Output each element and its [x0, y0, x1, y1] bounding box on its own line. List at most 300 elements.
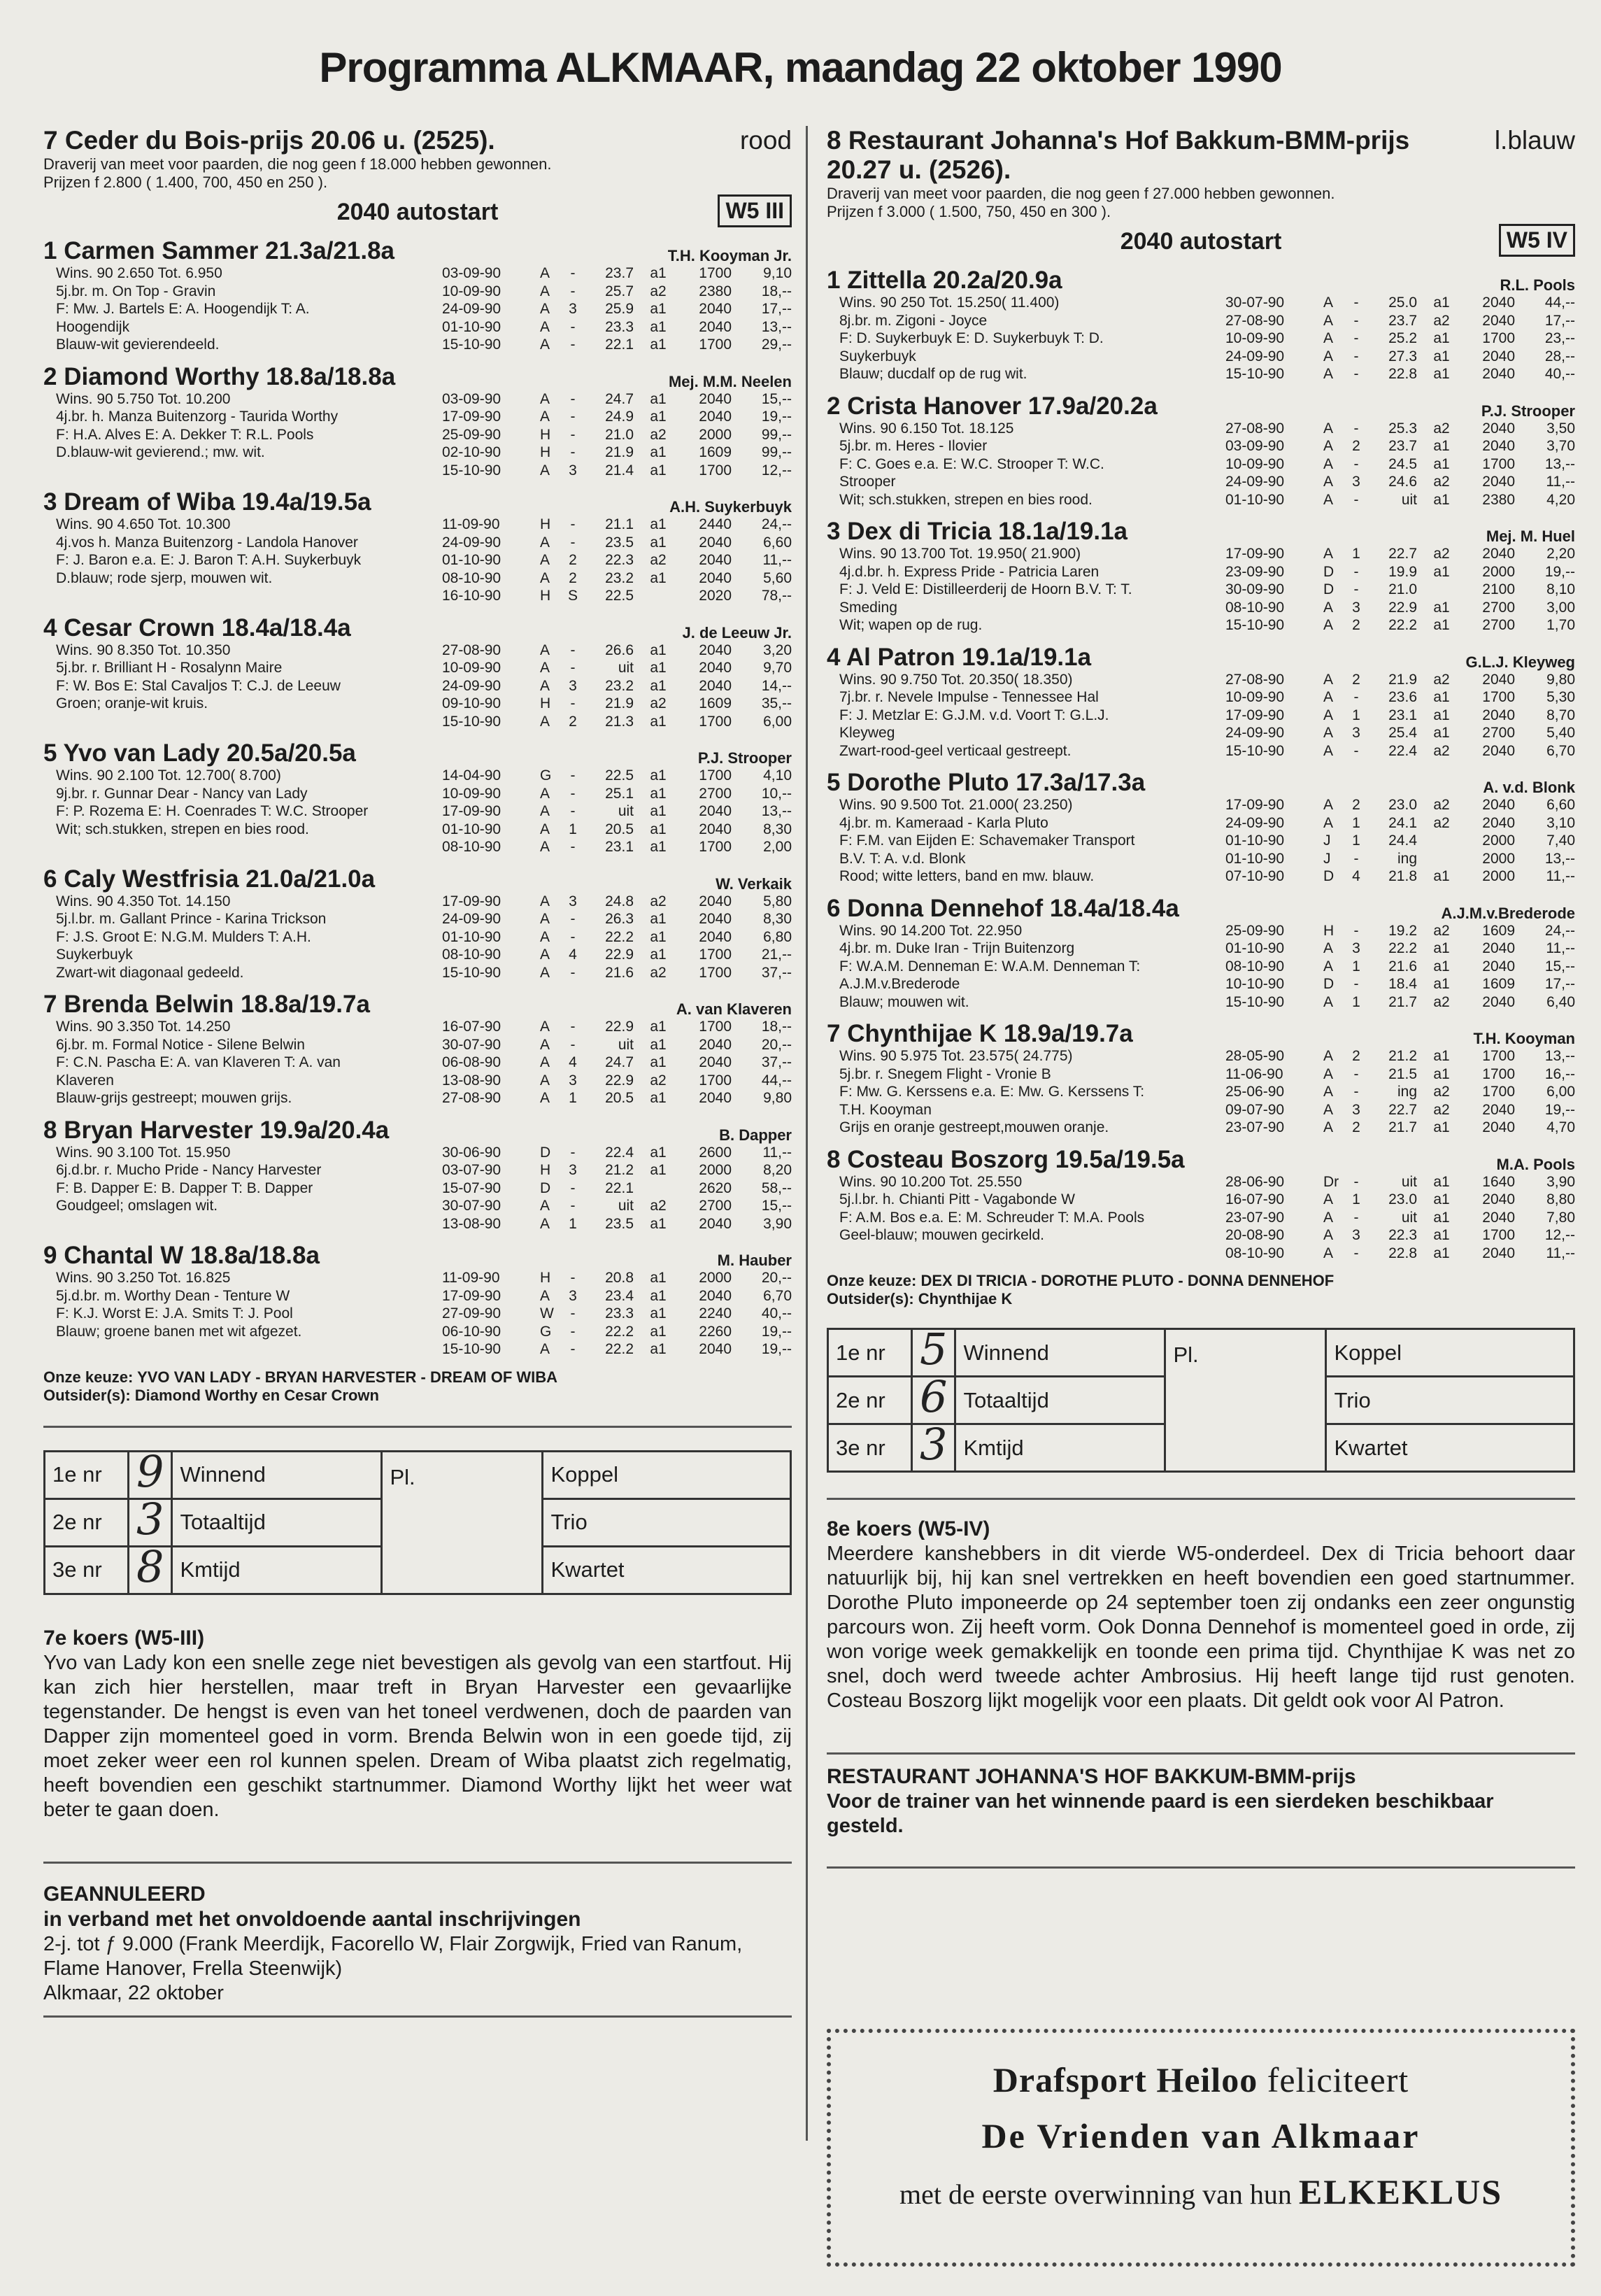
horse-entry: [43, 238, 792, 354]
horse-info-line: 5j.br. m. Heres - Ilovier: [839, 438, 988, 454]
form-cell: A: [540, 821, 550, 837]
form-cell: 1: [1352, 707, 1360, 723]
form-cell: ing: [1397, 850, 1417, 867]
form-cell: 20-08-90: [1225, 1227, 1285, 1243]
form-cell: a1: [1433, 617, 1450, 633]
form-cell: 2040: [699, 301, 732, 317]
result-label: Pl.: [1165, 1329, 1326, 1472]
form-cell: 3: [1352, 940, 1360, 956]
form-cell: 2040: [699, 1036, 732, 1053]
horse-name-row: [43, 364, 792, 390]
form-cell: 24,--: [761, 516, 792, 532]
form-cell: 18,--: [761, 1019, 792, 1035]
form-cell: 27-08-90: [442, 642, 501, 658]
form-cell: a1: [650, 947, 667, 963]
form-table: [1225, 1047, 1575, 1137]
form-cell: H: [1323, 922, 1335, 939]
form-row: [442, 587, 792, 605]
form-table: [1225, 420, 1575, 509]
horse-trainer: M. Hauber: [717, 1252, 792, 1269]
form-cell: 21.0: [605, 426, 634, 443]
form-cell: H: [540, 426, 551, 443]
form-cell: 2: [1352, 438, 1360, 454]
form-cell: a1: [650, 318, 667, 335]
horse-info-line: F: J. Metzlar E: G.J.M. v.d. Voort T: G.L.J.: [839, 707, 1109, 723]
form-cell: 40,--: [761, 1305, 792, 1321]
form-cell: 01-10-90: [442, 928, 501, 945]
form-cell: 9,10: [763, 265, 792, 281]
form-table: [1225, 1173, 1575, 1263]
form-cell: 2040: [699, 677, 732, 694]
form-cell: 2040: [1482, 348, 1515, 364]
horse-info-line: F: A.M. Bos e.a. E: M. Schreuder T: M.A. Pools: [839, 1209, 1145, 1226]
form-row: [1225, 455, 1575, 474]
form-cell: 22.2: [1388, 617, 1417, 633]
form-cell: A: [540, 947, 550, 963]
form-cell: 24-09-90: [1225, 814, 1285, 831]
horse-info-line: 6j.d.br. r. Mucho Pride - Nancy Harvester: [56, 1162, 322, 1178]
form-cell: 1700: [699, 767, 732, 784]
form-row: [442, 1287, 792, 1305]
horse-name: 4 Cesar Crown 18.4a/18.4a: [43, 614, 351, 642]
form-cell: 2000: [1482, 563, 1515, 580]
form-cell: 28-05-90: [1225, 1048, 1285, 1064]
form-cell: 27-08-90: [442, 1090, 501, 1106]
form-cell: 2: [569, 713, 577, 730]
horse-info-line: 8j.br. m. Zigoni - Joyce: [839, 312, 988, 329]
form-cell: 2040: [699, 642, 732, 658]
form-cell: A: [1323, 958, 1334, 975]
divider: [43, 1426, 792, 1428]
form-cell: 6,70: [1546, 742, 1575, 759]
form-row: [442, 893, 792, 911]
form-cell: 21,--: [761, 947, 792, 963]
form-cell: 15-10-90: [442, 964, 501, 981]
horse-trainer: T.H. Kooyman: [1473, 1030, 1575, 1047]
form-cell: 11,--: [1546, 940, 1575, 956]
horse-body: [827, 796, 1575, 886]
form-cell: 22.7: [1388, 1101, 1417, 1118]
form-cell: 2700: [699, 1198, 732, 1214]
form-cell: A: [1323, 420, 1334, 437]
form-cell: -: [1353, 366, 1359, 382]
form-cell: 25.1: [605, 785, 634, 802]
result-label: 2e nr: [45, 1498, 129, 1546]
form-row: [442, 821, 792, 839]
horse-trainer: Mej. M.M. Neelen: [668, 372, 792, 390]
form-cell: 7,80: [1546, 1209, 1575, 1226]
form-row: [1225, 437, 1575, 455]
horse-info-line: F: C. Goes e.a. E: W.C. Strooper T: W.C.: [839, 455, 1104, 472]
form-cell: 27-08-90: [1225, 420, 1285, 437]
form-cell: 27.3: [1388, 348, 1417, 364]
horse-trainer: G.L.J. Kleyweg: [1465, 653, 1575, 671]
form-cell: 22.3: [605, 552, 634, 568]
form-cell: 5,30: [1546, 689, 1575, 705]
form-cell: 21.9: [605, 444, 634, 460]
form-cell: -: [570, 767, 576, 784]
form-cell: 08-10-90: [442, 947, 501, 963]
race-time: 20.27 u. (2526).: [827, 155, 1011, 184]
form-cell: 2000: [1482, 868, 1515, 884]
form-cell: -: [1353, 1173, 1359, 1190]
form-row: [1225, 1101, 1575, 1119]
form-cell: 13,--: [761, 318, 792, 335]
form-row: [1225, 724, 1575, 742]
form-cell: a2: [650, 893, 667, 909]
form-cell: 3: [1352, 1101, 1360, 1118]
result-label: Koppel: [1326, 1329, 1574, 1377]
form-cell: 1640: [1482, 1173, 1515, 1190]
horse-entry: [827, 1147, 1575, 1263]
horse-info: [827, 796, 1218, 886]
form-cell: A: [540, 803, 550, 819]
form-cell: H: [540, 695, 551, 711]
form-table: [442, 1269, 792, 1359]
form-cell: 2040: [1482, 295, 1515, 311]
form-cell: 16-07-90: [442, 1019, 501, 1035]
form-cell: -: [570, 964, 576, 981]
form-cell: a1: [1433, 295, 1450, 311]
horse-name-row: [43, 991, 792, 1018]
form-row: [442, 659, 792, 677]
form-cell: 22.2: [1388, 940, 1417, 956]
form-cell: 20.8: [605, 1270, 634, 1286]
horse-name: 3 Dex di Tricia 18.1a/19.1a: [827, 518, 1128, 545]
advertisement: [827, 2029, 1575, 2267]
form-cell: ing: [1397, 1084, 1417, 1100]
form-row: [442, 534, 792, 552]
form-row: [442, 1072, 792, 1090]
form-cell: a2: [1433, 671, 1450, 688]
form-cell: -: [570, 318, 576, 335]
horse-info-line: F: J. Baron e.a. E: J. Baron T: A.H. Suykerbuyk: [56, 552, 362, 568]
form-row: [442, 1018, 792, 1036]
ad-line-2: De Vrienden van Alkmaar: [981, 2116, 1421, 2155]
form-cell: a1: [650, 803, 667, 819]
form-cell: 22.9: [605, 947, 634, 963]
form-cell: 26.3: [605, 911, 634, 927]
form-row: [1225, 1191, 1575, 1209]
form-cell: 25.2: [1388, 330, 1417, 346]
form-row: [442, 785, 792, 803]
horse-info-line: Suykerbuyk: [56, 947, 133, 963]
form-cell: 1: [1352, 814, 1360, 831]
form-cell: 2040: [1482, 1191, 1515, 1207]
form-cell: D: [1323, 868, 1335, 884]
form-cell: -: [570, 928, 576, 945]
horse-info: [43, 516, 435, 605]
form-cell: 21.4: [605, 462, 634, 479]
form-cell: -: [1353, 295, 1359, 311]
form-cell: 2040: [1482, 546, 1515, 562]
horse-body: [43, 642, 792, 731]
form-cell: 29,--: [761, 336, 792, 353]
form-cell: 28,--: [1544, 348, 1575, 364]
horse-info-line: A.J.M.v.Brederode: [839, 976, 960, 992]
form-cell: 01-10-90: [442, 552, 501, 568]
race-color: rood: [739, 126, 792, 155]
form-row: [442, 569, 792, 588]
form-cell: 08-10-90: [1225, 958, 1285, 975]
form-cell: 1: [569, 1215, 577, 1232]
form-cell: a2: [650, 426, 667, 443]
form-cell: 6,80: [763, 928, 792, 945]
form-cell: 17-09-90: [1225, 546, 1285, 562]
form-row: [1225, 1245, 1575, 1263]
form-cell: 2040: [699, 1341, 732, 1357]
result-label: Kmtijd: [955, 1424, 1165, 1472]
form-cell: A: [540, 390, 550, 407]
ad-line-3: met de eerste overwinning van hun ELKEKLUS: [899, 2172, 1503, 2211]
form-cell: 23.5: [605, 534, 634, 551]
form-table: [1225, 796, 1575, 886]
form-row: [442, 767, 792, 785]
result-label: 1e nr: [45, 1451, 129, 1498]
form-cell: Dr: [1323, 1173, 1339, 1190]
horse-info-line: Wins. 90 3.100 Tot. 15.950: [56, 1144, 231, 1161]
form-cell: 24.7: [605, 390, 634, 407]
form-cell: 13-08-90: [442, 1072, 501, 1089]
form-cell: 21.7: [1388, 1119, 1417, 1135]
form-row: [1225, 491, 1575, 509]
form-cell: 13,--: [1544, 455, 1575, 472]
form-cell: 10-09-90: [442, 785, 501, 802]
horse-body: [43, 893, 792, 982]
form-cell: 17-09-90: [1225, 797, 1285, 813]
form-cell: G: [540, 1323, 552, 1340]
form-row: [1225, 563, 1575, 581]
form-cell: 2040: [699, 552, 732, 568]
horse-info-line: Geel-blauw; mouwen gecirkeld.: [839, 1227, 1044, 1243]
form-cell: 23.7: [605, 265, 634, 281]
race-prizes: Prijzen f 2.800 ( 1.400, 700, 450 en 250 ).: [43, 173, 328, 191]
form-cell: 24.1: [1388, 814, 1417, 831]
horse-trainer: T.H. Kooyman Jr.: [667, 247, 792, 264]
form-cell: D: [540, 1179, 551, 1196]
form-cell: A: [1323, 1191, 1334, 1207]
form-cell: 7,40: [1546, 832, 1575, 849]
race-header: [827, 126, 1575, 155]
form-cell: 11-09-90: [442, 1270, 500, 1286]
form-cell: 1,70: [1546, 617, 1575, 633]
form-cell: 1700: [1482, 1065, 1515, 1082]
horse-trainer: A.J.M.v.Brederode: [1441, 904, 1575, 922]
horse-info: [827, 545, 1218, 635]
horse-trainer: J. de Leeuw Jr.: [682, 623, 792, 642]
form-cell: a1: [650, 785, 667, 802]
form-cell: a1: [1433, 707, 1450, 723]
form-cell: 1700: [699, 713, 732, 730]
horse-info-line: Wins. 90 10.200 Tot. 25.550: [839, 1173, 1023, 1190]
form-cell: A: [540, 336, 550, 353]
form-table: [1225, 671, 1575, 760]
form-row: [442, 462, 792, 480]
our-choice: Onze keuze: YVO VAN LADY - BRYAN HARVESTER - DREAM OF WIBA: [43, 1368, 558, 1386]
form-cell: -: [1353, 348, 1359, 364]
horse-entry: [43, 489, 792, 605]
horse-info-line: F: B. Dapper E: B. Dapper T: B. Dapper: [56, 1179, 313, 1196]
horse-body: [827, 545, 1575, 635]
form-cell: 3: [1352, 599, 1360, 616]
form-cell: 14,--: [761, 677, 792, 694]
form-cell: A: [540, 1341, 550, 1357]
form-cell: 22.5: [605, 767, 634, 784]
form-cell: 4: [1352, 868, 1360, 884]
form-cell: -: [570, 426, 576, 443]
form-cell: 40,--: [1544, 366, 1575, 382]
form-row: [442, 1089, 792, 1107]
form-cell: a1: [650, 911, 667, 927]
form-cell: A: [540, 462, 550, 479]
form-cell: 6,00: [763, 713, 792, 730]
form-cell: 2: [1352, 1119, 1360, 1135]
form-cell: 23.7: [1388, 438, 1417, 454]
horse-info-line: Wins. 90 4.350 Tot. 14.150: [56, 893, 231, 909]
form-cell: a1: [1433, 868, 1450, 884]
form-row: [442, 1340, 792, 1359]
form-cell: 24-09-90: [1225, 474, 1285, 490]
form-cell: -: [1353, 976, 1359, 992]
form-cell: A: [1323, 940, 1334, 956]
result-label: Pl.: [382, 1451, 543, 1594]
form-table: [442, 642, 792, 731]
form-cell: -: [1353, 563, 1359, 580]
result-label: Trio: [1326, 1377, 1574, 1424]
form-row: [1225, 814, 1575, 832]
form-table: [442, 1144, 792, 1233]
notice-text: Voor de trainer van het winnende paard is een sierdeken beschikbaar gesteld.: [827, 1790, 1494, 1837]
horse-info-line: D.blauw-wit gevierend.; mw. wit.: [56, 444, 265, 460]
form-row: [442, 677, 792, 695]
form-row: [1225, 850, 1575, 868]
divider: [43, 1862, 792, 1864]
form-cell: 15-10-90: [442, 462, 501, 479]
race-conditions: Draverij van meet voor paarden, die nog geen f 18.000 hebben gewonnen.: [43, 155, 552, 173]
form-cell: a2: [650, 283, 667, 299]
form-cell: -: [570, 1019, 576, 1035]
form-cell: 3: [1352, 725, 1360, 741]
horse-info-line: Wit; wapen op de rug.: [839, 617, 983, 633]
form-cell: A: [540, 893, 550, 909]
form-cell: a1: [650, 767, 667, 784]
form-cell: 11,--: [1546, 868, 1575, 884]
form-cell: 2040: [699, 803, 732, 819]
form-cell: 8,80: [1546, 1191, 1575, 1207]
horse-info-line: Blauw; groene banen met wit afgezet.: [56, 1323, 302, 1340]
race-commentary: [827, 1517, 1575, 1713]
horse-info-line: Wins. 90 8.350 Tot. 10.350: [56, 642, 231, 658]
horse-info-line: Kleyweg: [839, 725, 895, 741]
form-cell: A: [540, 928, 550, 945]
form-cell: 01-10-90: [1225, 940, 1285, 956]
form-cell: a1: [1433, 1048, 1450, 1064]
horse-info-line: 4j.br. h. Manza Buitenzorg - Taurida Worthy: [56, 409, 339, 425]
result-label: 3e nr: [828, 1424, 912, 1472]
divider: [827, 1498, 1575, 1500]
horse-info-line: Suykerbuyk: [839, 348, 916, 364]
form-cell: A: [540, 911, 550, 927]
form-cell: 11,--: [1546, 1245, 1575, 1261]
form-cell: 10-09-90: [1225, 455, 1285, 472]
form-cell: 10-09-90: [1225, 689, 1285, 705]
form-cell: 58,--: [761, 1179, 792, 1196]
horse-name: 7 Brenda Belwin 18.8a/19.7a: [43, 991, 370, 1018]
result-label: Winnend: [955, 1329, 1165, 1377]
horse-info-line: 6j.br. m. Formal Notice - Silene Belwin: [56, 1036, 305, 1053]
form-cell: a1: [1433, 599, 1450, 616]
form-cell: 2: [1352, 617, 1360, 633]
form-row: [1225, 420, 1575, 438]
horse-name: 3 Dream of Wiba 19.4a/19.5a: [43, 488, 371, 516]
form-cell: -: [570, 409, 576, 425]
form-cell: a1: [1433, 491, 1450, 508]
horse-body: [43, 264, 792, 354]
form-cell: A: [1323, 993, 1334, 1010]
form-cell: 18,--: [761, 283, 792, 299]
horse-name: 5 Dorothe Pluto 17.3a/17.3a: [827, 769, 1146, 796]
form-cell: 01-10-90: [442, 821, 501, 837]
form-cell: A: [1323, 725, 1334, 741]
form-cell: 24.7: [605, 1054, 634, 1070]
form-cell: 2040: [1482, 474, 1515, 490]
horse-name-row: [43, 238, 792, 264]
form-row: [1225, 1065, 1575, 1084]
horse-info-line: Wins. 90 3.350 Tot. 14.250: [56, 1019, 231, 1035]
horse-entry: [43, 1242, 792, 1359]
horse-info: [43, 767, 435, 856]
horse-name-row: [827, 1021, 1575, 1047]
form-cell: 1700: [699, 947, 732, 963]
form-cell: 8,30: [763, 911, 792, 927]
form-cell: 15-10-90: [1225, 366, 1285, 382]
horse-info-line: 4j.d.br. h. Express Pride - Patricia Laren: [839, 563, 1100, 580]
form-cell: 3: [1352, 474, 1360, 490]
form-cell: -: [570, 444, 576, 460]
form-cell: a1: [1433, 1245, 1450, 1261]
form-cell: a2: [1433, 546, 1450, 562]
form-cell: 2040: [699, 1090, 732, 1106]
race-commentary: [43, 1626, 792, 1822]
form-cell: a2: [1433, 474, 1450, 490]
form-cell: 1: [1352, 832, 1360, 849]
form-cell: 1700: [699, 1019, 732, 1035]
form-cell: D: [540, 1144, 551, 1161]
horse-info-line: 5j.br. r. Brilliant H - Rosalynn Maire: [56, 660, 283, 676]
form-cell: 21.6: [605, 964, 634, 981]
form-cell: H: [540, 1270, 551, 1286]
form-cell: -: [1353, 1209, 1359, 1226]
form-cell: G: [540, 767, 552, 784]
horse-info-line: Groen; oranje-wit kruis.: [56, 695, 208, 711]
form-cell: 19,--: [1544, 1101, 1575, 1118]
form-cell: 14-04-90: [442, 767, 501, 784]
form-cell: 2700: [1482, 599, 1515, 616]
form-cell: -: [570, 1341, 576, 1357]
form-cell: [634, 1179, 683, 1198]
form-cell: 24-09-90: [1225, 348, 1285, 364]
form-cell: 2040: [1482, 814, 1515, 831]
form-table: [442, 516, 792, 605]
horse-entry: [827, 1021, 1575, 1137]
form-cell: uit: [1401, 491, 1417, 508]
form-cell: 8,30: [763, 821, 792, 837]
form-cell: -: [570, 642, 576, 658]
form-cell: a1: [650, 839, 667, 855]
form-cell: a1: [650, 928, 667, 945]
form-cell: a1: [650, 1019, 667, 1035]
form-cell: -: [1353, 312, 1359, 329]
